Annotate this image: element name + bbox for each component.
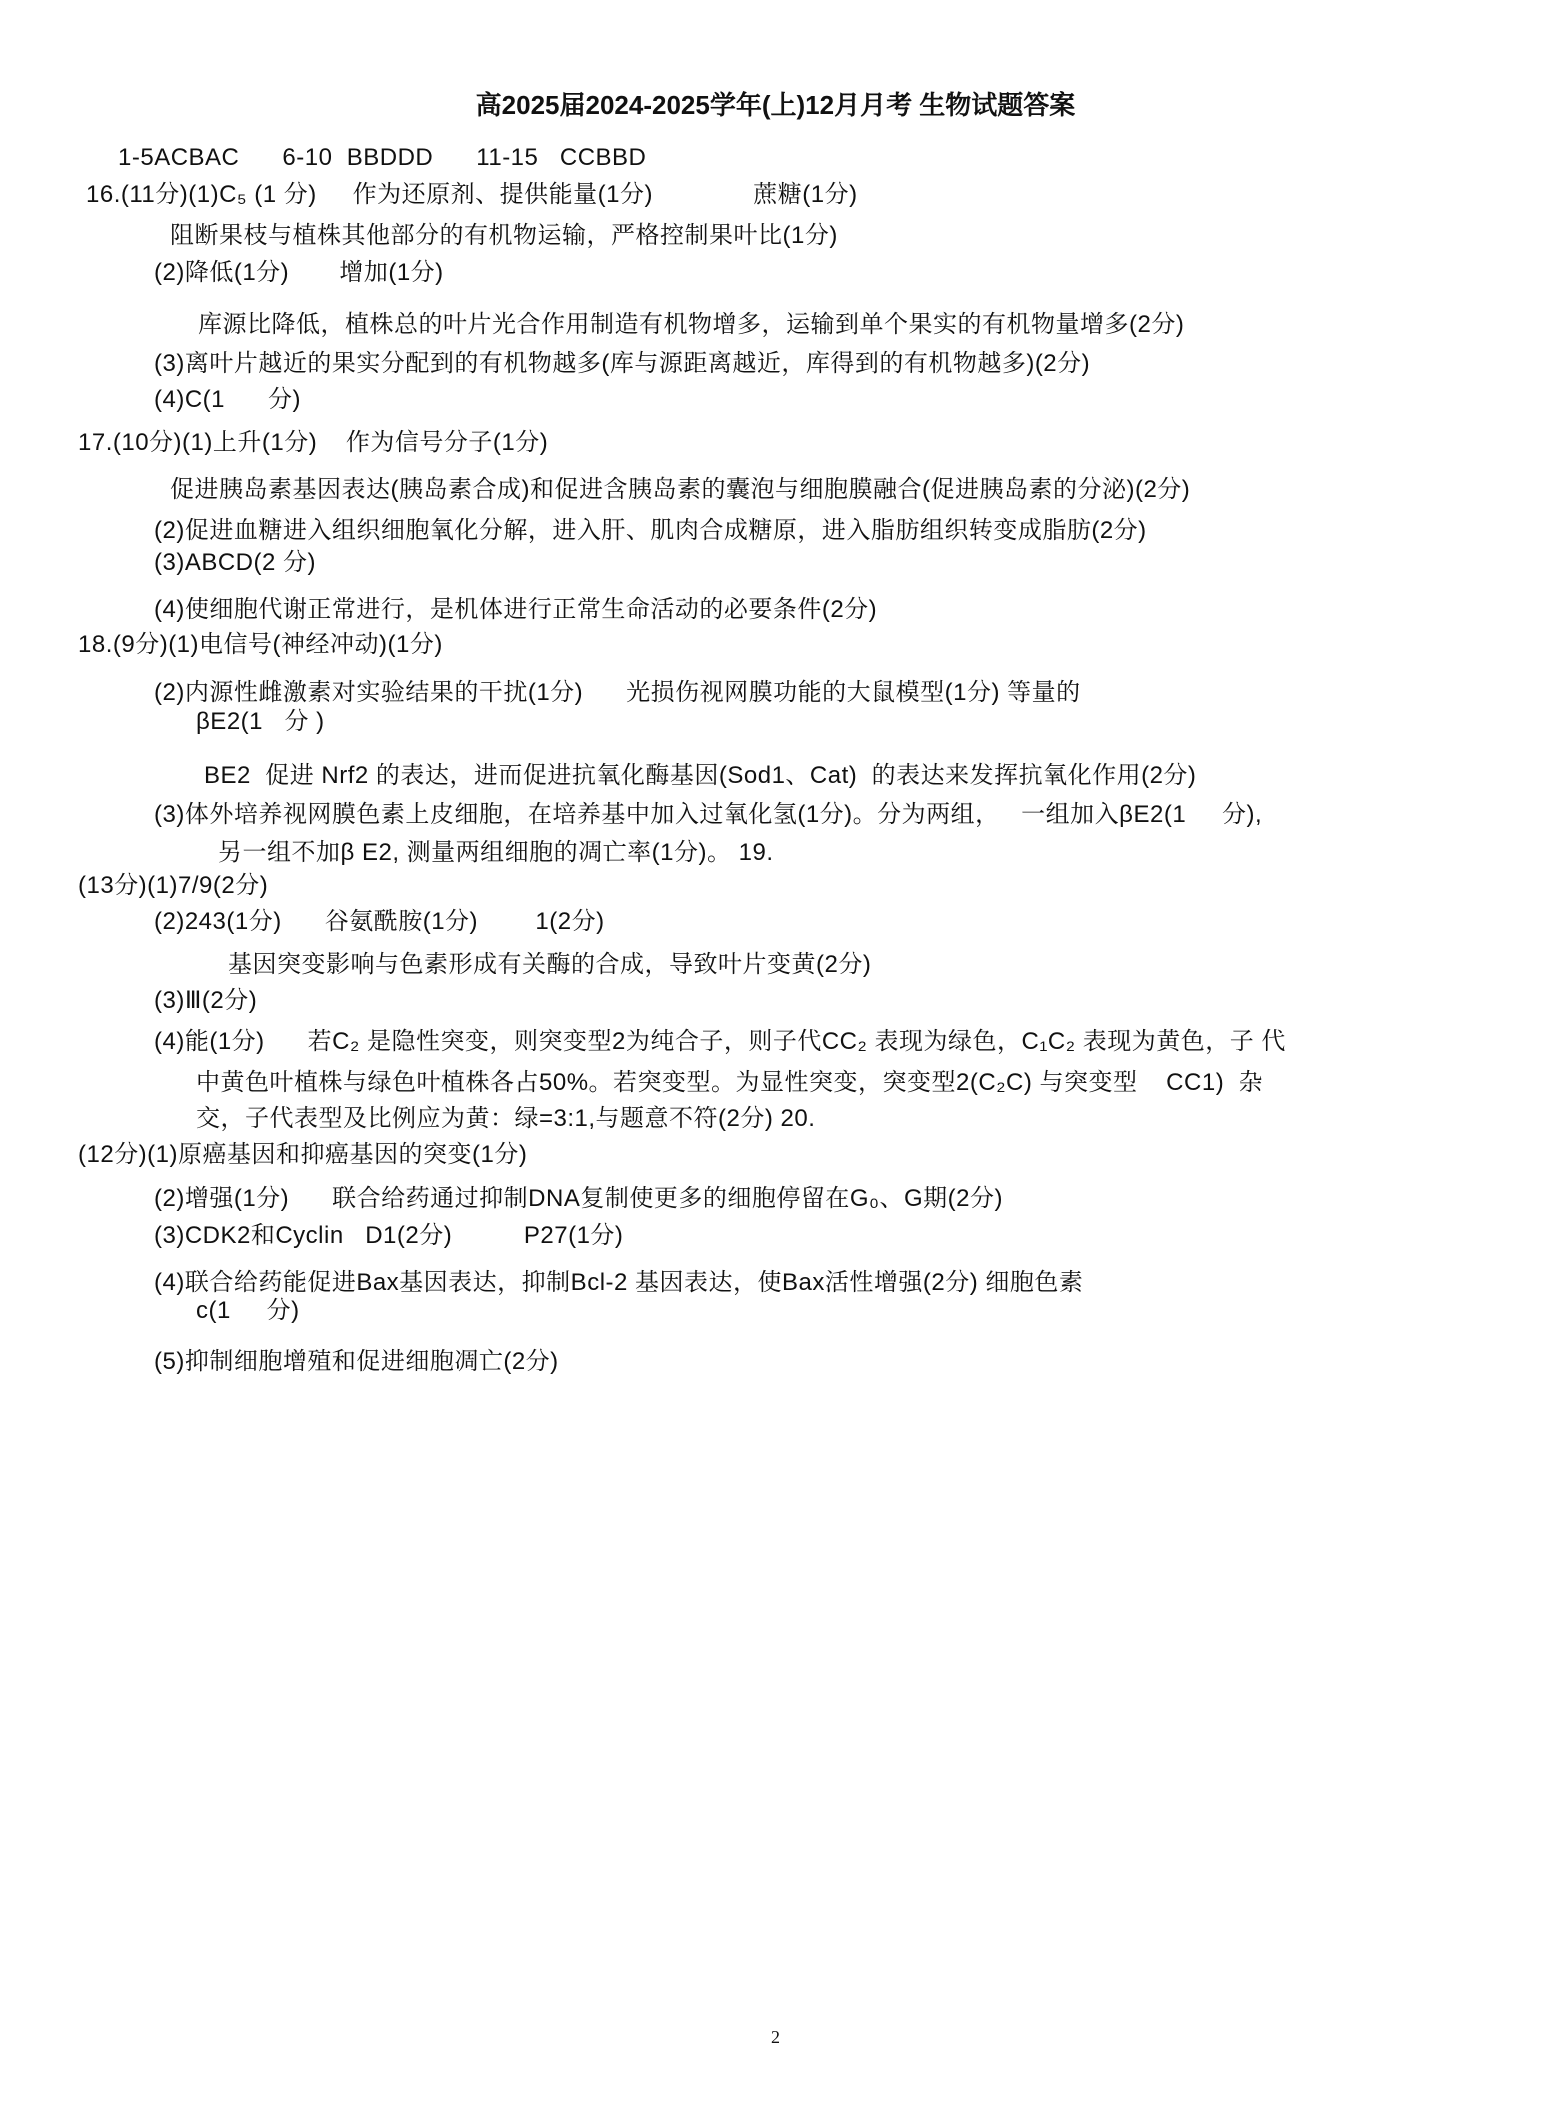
q19-part2-cont-line: 基因突变影响与色素形成有关酶的合成，导致叶片变黄(2分) xyxy=(228,951,872,978)
q16-part1-line: 16.(11分)(1)C₅ (1 分) 作为还原剂、提供能量(1分) 蔗糖(1分) xyxy=(86,181,858,208)
q17-part3-line: (3)ABCD(2 分) xyxy=(154,549,317,576)
page-number: 2 xyxy=(771,2027,780,2047)
q16-part1-cont-line: 阻断果枝与植株其他部分的有机物运输，严格控制果叶比(1分) xyxy=(170,222,838,249)
q19-part4-cont2-line: 交，子代表型及比例应为黄：绿=3:1,与题意不符(2分) 20. xyxy=(196,1105,816,1132)
mc-answers-line: 1-5ACBAC 6-10 BBDDD 11-15 CCBBD xyxy=(118,144,647,171)
q16-part2-line: (2)降低(1分) 增加(1分) xyxy=(154,259,444,286)
q18-part2-cont2-line: BE2 促进 Nrf2 的表达，进而促进抗氧化酶基因(Sod1、Cat) 的表达来发挥抗氧化作用(2分) xyxy=(204,762,1197,789)
q19-part4-cont-line: 中黄色叶植株与绿色叶植株各占50%。若突变型。为显性突变，突变型2(C₂C) 与突变型 CC1) 杂 xyxy=(196,1069,1264,1096)
q20-part5-line: (5)抑制细胞增殖和促进细胞凋亡(2分) xyxy=(154,1348,559,1375)
q19-part4-line: (4)能(1分) 若C₂ 是隐性突变，则突变型2为纯合子，则子代CC₂ 表现为绿色，C₁C₂ 表现为黄色，子 代 xyxy=(154,1028,1286,1055)
q19-part1-line: (13分)(1)7/9(2分) xyxy=(78,872,269,899)
q18-part2-line: (2)内源性雌激素对实验结果的干扰(1分) 光损伤视网膜功能的大鼠模型(1分) 等量的 xyxy=(154,679,1081,706)
q18-part2-cont-line: βE2(1 分 ) xyxy=(196,708,325,735)
q19-part3-line: (3)Ⅲ(2分) xyxy=(154,987,258,1014)
q20-part1-line: (12分)(1)原癌基因和抑癌基因的突变(1分) xyxy=(78,1141,528,1168)
q17-part1-cont-line: 促进胰岛素基因表达(胰岛素合成)和促进含胰岛素的囊泡与细胞膜融合(促进胰岛素的分泌)(2分) xyxy=(170,476,1191,503)
q18-part3-cont-line: 另一组不加β E2, 测量两组细胞的凋亡率(1分)。 19. xyxy=(218,839,774,866)
q20-part4-cont-line: c(1 分) xyxy=(196,1297,300,1324)
q16-part2-cont-line: 库源比降低，植株总的叶片光合作用制造有机物增多，运输到单个果实的有机物量增多(2分) xyxy=(198,311,1185,338)
q17-part1-line: 17.(10分)(1)上升(1分) 作为信号分子(1分) xyxy=(78,429,549,456)
q18-part3-line: (3)体外培养视网膜色素上皮细胞，在培养基中加入过氧化氢(1分)。分为两组， 一组加入βE2(1 分), xyxy=(154,801,1263,828)
q18-part1-line: 18.(9分)(1)电信号(神经冲动)(1分) xyxy=(78,631,443,658)
q19-part2-line: (2)243(1分) 谷氨酰胺(1分) 1(2分) xyxy=(154,908,605,935)
q16-part3-line: (3)离叶片越近的果实分配到的有机物越多(库与源距离越近，库得到的有机物越多)(2分) xyxy=(154,350,1091,377)
q20-part2-line: (2)增强(1分) 联合给药通过抑制DNA复制使更多的细胞停留在G₀、G期(2分) xyxy=(154,1185,1003,1212)
q20-part3-line: (3)CDK2和Cyclin D1(2分) P27(1分) xyxy=(154,1222,624,1249)
q20-part4-line: (4)联合给药能促进Bax基因表达，抑制Bcl-2 基因表达，使Bax活性增强(2分) 细胞色素 xyxy=(154,1269,1084,1296)
q16-part4-line: (4)C(1 分) xyxy=(154,386,302,413)
q17-part4-line: (4)使细胞代谢正常进行，是机体进行正常生命活动的必要条件(2分) xyxy=(154,596,878,623)
page-title: 高2025届2024-2025学年(上)12月月考 生物试题答案 xyxy=(475,90,1076,120)
q17-part2-line: (2)促进血糖进入组织细胞氧化分解，进入肝、肌肉合成糖原，进入脂肪组织转变成脂肪(2分) xyxy=(154,517,1147,544)
